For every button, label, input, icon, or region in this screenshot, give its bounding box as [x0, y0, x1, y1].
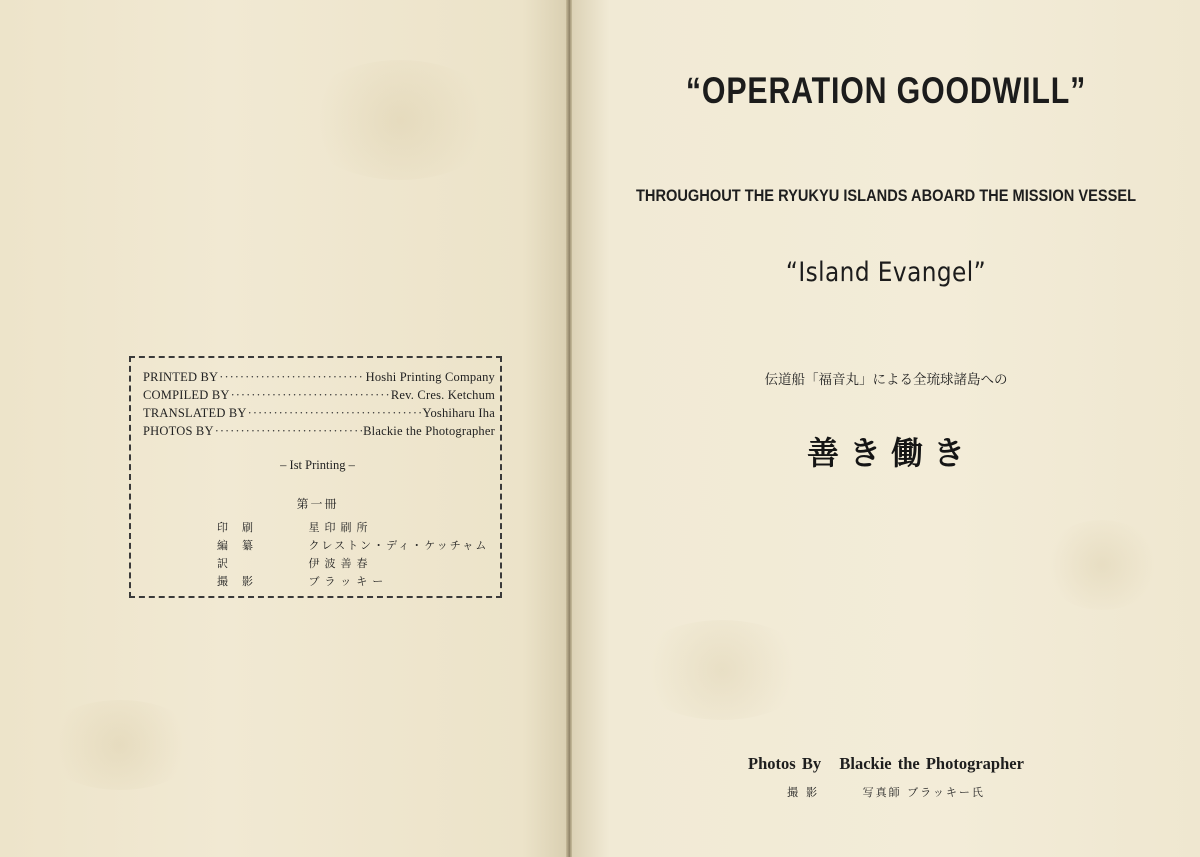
photo-credit: [572, 754, 1200, 774]
printing-edition: – Ist Printing –: [280, 458, 355, 472]
credit-name: Blackie the Photographer: [363, 424, 495, 438]
leader-dots: [248, 406, 422, 421]
jp-credit-row-translate: [217, 555, 373, 571]
credit-row-translated: [143, 406, 495, 421]
leader-dots: [215, 424, 362, 439]
jp-credit-name: 伊波善春: [308, 557, 373, 570]
photo-credit-name: Blackie the Photographer: [839, 754, 1024, 773]
credit-role: TRANSLATED BY: [143, 406, 247, 420]
jp-credit-row-compile: [217, 537, 488, 553]
jp-credit-name: ブラッキー: [308, 575, 389, 588]
page-title: “OPERATION GOODWILL”: [685, 70, 1087, 111]
jp-credit-name: 星印刷所: [308, 521, 373, 534]
credit-name: Rev. Cres. Ketchum: [390, 388, 495, 402]
jp-photo-credit-role: 撮影: [787, 786, 826, 799]
jp-photo-credit: [572, 784, 1200, 800]
jp-title: 善き働き: [806, 434, 975, 472]
vessel-name: “Island Evangel”: [785, 257, 987, 288]
jp-credit-role: 訳: [217, 557, 242, 570]
colophon-box: [129, 356, 502, 598]
jp-credit-row-photo: [217, 573, 388, 589]
credit-role: PHOTOS BY: [143, 424, 214, 438]
credit-row-compiled: [143, 388, 495, 403]
jp-credit-role: 編纂: [217, 539, 267, 552]
photo-credit-label: Photos By: [748, 754, 822, 773]
credit-row-printed: [143, 370, 495, 385]
jp-credit-name: クレストン・ディ・ケッチャム: [308, 539, 489, 552]
credit-name: Hoshi Printing Company: [365, 370, 495, 384]
jp-volume-label: 第一冊: [296, 497, 339, 511]
credit-name: Yoshiharu Iha: [422, 406, 495, 420]
credit-role: COMPILED BY: [143, 388, 230, 402]
leader-dots: [219, 370, 364, 385]
jp-credit-row-print: [217, 519, 373, 535]
jp-credit-role: 印刷: [217, 521, 267, 534]
credit-row-photos: [143, 424, 495, 439]
leader-dots: [231, 388, 390, 403]
jp-credit-role: 撮影: [217, 575, 267, 588]
page-subtitle: THROUGHOUT THE RYUKYU ISLANDS ABOARD THE MISSION VESSEL: [635, 186, 1137, 205]
jp-description: 伝道船「福音丸」による全琉球諸島への: [764, 372, 1008, 388]
credit-role: PRINTED BY: [143, 370, 219, 384]
jp-photo-credit-name: 写真師 ブラッキー氏: [862, 786, 985, 799]
